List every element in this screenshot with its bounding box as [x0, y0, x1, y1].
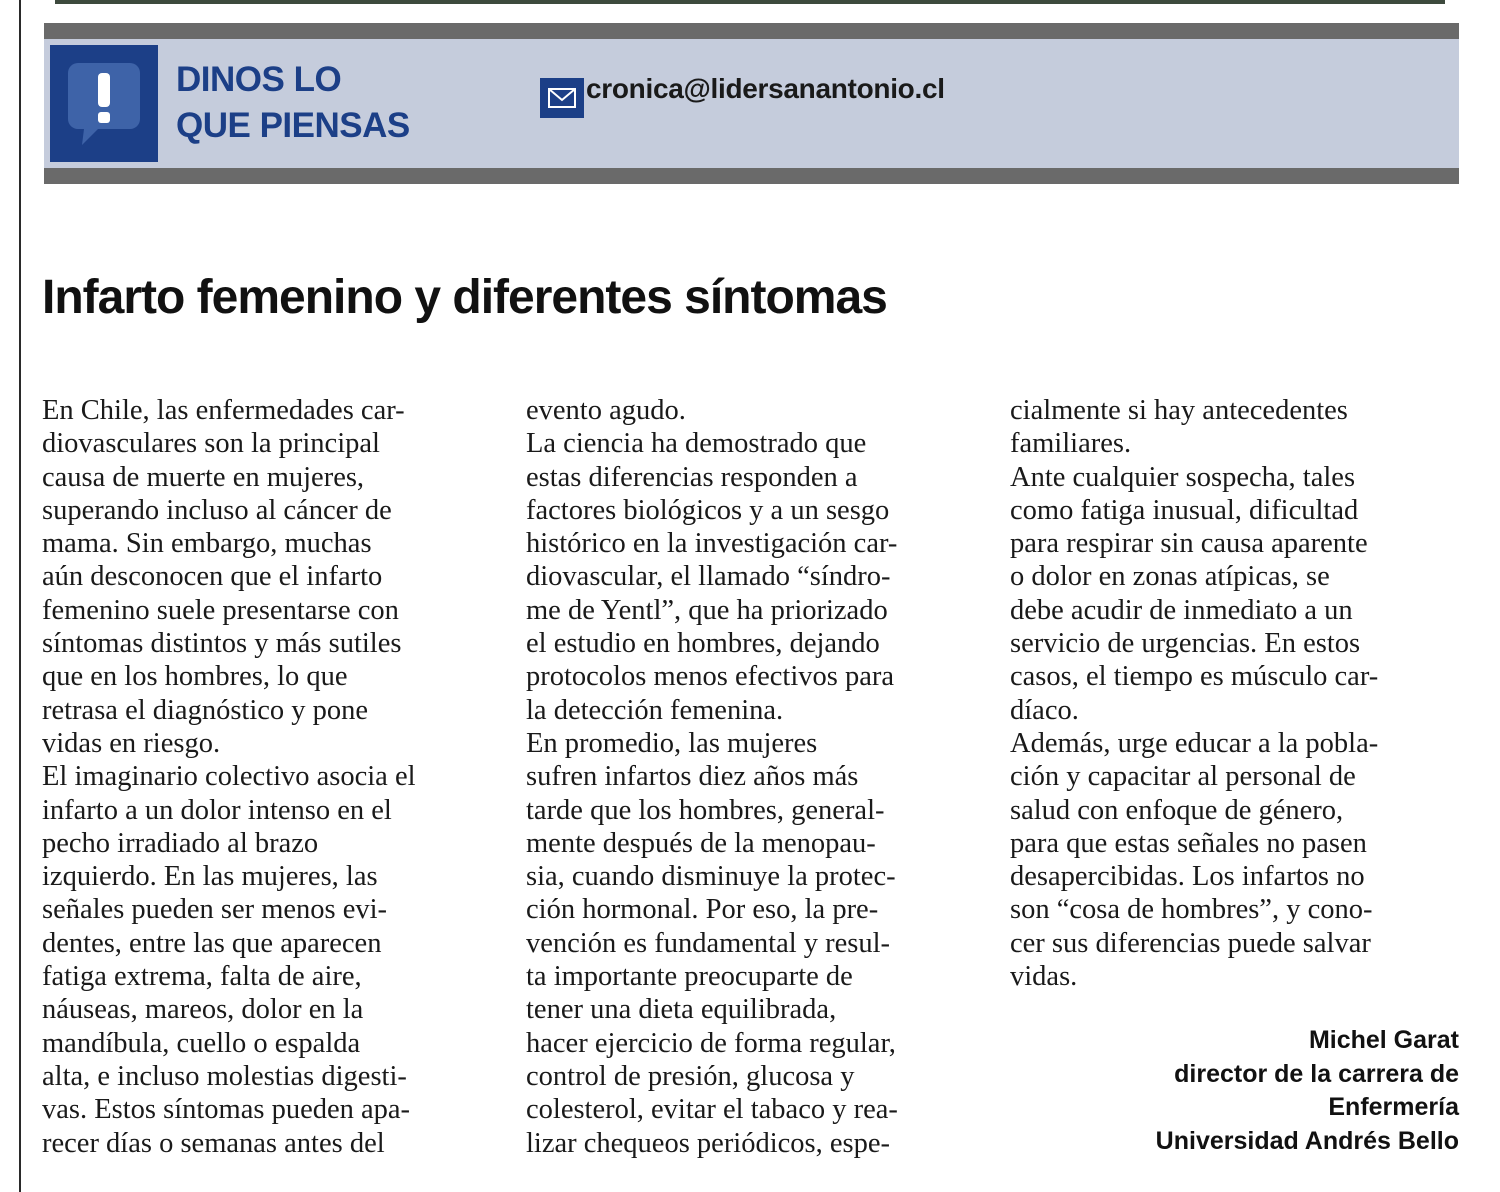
article-line: mente después de la menopau- [526, 827, 876, 859]
author-role-line2: Enfermería [1328, 1093, 1459, 1121]
article-line: diovasculares son la principal [42, 428, 380, 460]
article-line: síntomas distintos y más sutiles [42, 628, 402, 660]
article-line: mama. Sin embargo, muchas [42, 528, 372, 560]
article-line: señales pueden ser menos evi- [42, 894, 388, 926]
article-line: desapercibidas. Los infartos no [1010, 861, 1365, 893]
article-line: dentes, entre las que aparecen [42, 927, 382, 959]
article-line: La ciencia ha demostrado que [526, 428, 867, 460]
article-line: retrasa el diagnóstico y pone [42, 694, 369, 726]
article-line: alta, e incluso molestias digesti- [42, 1060, 407, 1092]
article-line: familiares. [1010, 428, 1132, 460]
article-line: ción y capacitar al personal de [1010, 761, 1356, 793]
banner-title [176, 57, 410, 149]
article-line: diovascular, el llamado “síndro- [526, 561, 891, 593]
article-line: causa de muerte en mujeres, [42, 461, 365, 493]
article-line: El imaginario colectivo asocia el [42, 761, 416, 793]
article-line: En promedio, las mujeres [526, 727, 818, 759]
author-role-line1: director de la carrera de [1174, 1059, 1459, 1088]
article-line: aún desconocen que el infarto [42, 561, 383, 593]
article-headline: Infarto femenino y diferentes síntomas [42, 271, 887, 324]
article-line: para que estas señales no pasen [1010, 827, 1367, 859]
article-line: vidas. [1010, 961, 1078, 993]
article-line: En Chile, las enfermedades car- [42, 395, 405, 426]
article-line: recer días o semanas antes del [42, 1127, 385, 1159]
article-line: debe acudir de inmediato a un [1010, 594, 1353, 626]
article-line: izquierdo. En las mujeres, las [42, 861, 378, 893]
article-line: sia, cuando disminuye la protec- [526, 861, 896, 893]
article-line: Además, urge educar a la pobla- [1010, 727, 1379, 759]
exclamation-bubble-icon [64, 59, 144, 147]
article-line: vención es fundamental y resul- [526, 927, 891, 959]
article-line: pecho irradiado al brazo [42, 827, 319, 859]
article-column-2 [526, 394, 898, 1160]
article-line: mandíbula, cuello o espalda [42, 1027, 361, 1059]
page-margin-rule [19, 0, 21, 1192]
article-line: cialmente si hay antecedentes [1010, 395, 1348, 426]
banner-top-rule [44, 23, 1459, 39]
article-line: factores biológicos y a un sesgo [526, 494, 890, 526]
article-line: la detección femenina. [526, 694, 784, 726]
banner-title-line1: DINOS LO [176, 60, 342, 99]
article-line: tarde que los hombres, general- [526, 794, 885, 826]
article-line: me de Yentl”, que ha priorizado [526, 594, 888, 626]
article-line: femenino suele presentarse con [42, 594, 399, 626]
article-line: tener una dieta equilibrada, [526, 994, 837, 1026]
article-line: lizar chequeos periódicos, espe- [526, 1127, 891, 1159]
article-line: superando incluso al cáncer de [42, 494, 392, 526]
article-line: hacer ejercicio de forma regular, [526, 1027, 896, 1059]
article-line: para respirar sin causa aparente [1010, 528, 1368, 560]
article-line: protocolos menos efectivos para [526, 661, 895, 693]
article-line: ción hormonal. Por eso, la pre- [526, 894, 879, 926]
article-line: control de presión, glucosa y [526, 1060, 855, 1092]
top-edge-strip [55, 0, 1445, 4]
article-line: o dolor en zonas atípicas, se [1010, 561, 1330, 593]
banner-icon-box [50, 45, 158, 162]
article-line: ta importante preocuparte de [526, 961, 853, 993]
article-line: son “cosa de hombres”, y cono- [1010, 894, 1373, 926]
article-line: estas diferencias responden a [526, 461, 858, 493]
article-column-3 [1010, 394, 1378, 993]
article-line: náuseas, mareos, dolor en la [42, 994, 364, 1026]
contact-email[interactable]: cronica@lidersanantonio.cl [586, 73, 945, 104]
article-line: evento agudo. [526, 395, 686, 426]
article-line: colesterol, evitar el tabaco y rea- [526, 1094, 898, 1126]
author-name: Michel Garat [1308, 1026, 1459, 1054]
article-line: vas. Estos síntomas pueden apa- [42, 1094, 411, 1126]
email-icon-box [540, 78, 584, 118]
author-institution: Universidad Andrés Bello [1155, 1126, 1459, 1155]
article-line: que en los hombres, lo que [42, 661, 348, 693]
article-column-1 [42, 394, 416, 1160]
article-line: como fatiga inusual, dificultad [1010, 494, 1359, 526]
article-line: el estudio en hombres, dejando [526, 628, 880, 660]
article-line: vidas en riesgo. [42, 727, 221, 759]
banner-bottom-rule [44, 168, 1459, 184]
article-line: fatiga extrema, falta de aire, [42, 961, 362, 993]
article-line: servicio de urgencias. En estos [1010, 628, 1361, 660]
article-line: Ante cualquier sospecha, tales [1010, 461, 1356, 493]
envelope-icon [548, 88, 576, 108]
article-line: salud con enfoque de género, [1010, 794, 1344, 826]
banner-title-line2: QUE PIENSAS [176, 106, 410, 145]
author-signature [1156, 1024, 1459, 1158]
article-line: casos, el tiempo es músculo car- [1010, 661, 1379, 693]
article-line: cer sus diferencias puede salvar [1010, 927, 1371, 959]
article-line: díaco. [1010, 694, 1079, 726]
article-line: sufren infartos diez años más [526, 761, 859, 793]
article-line: infarto a un dolor intenso en el [42, 794, 392, 826]
opinion-banner [44, 39, 1459, 168]
article-line: histórico en la investigación car- [526, 528, 898, 560]
